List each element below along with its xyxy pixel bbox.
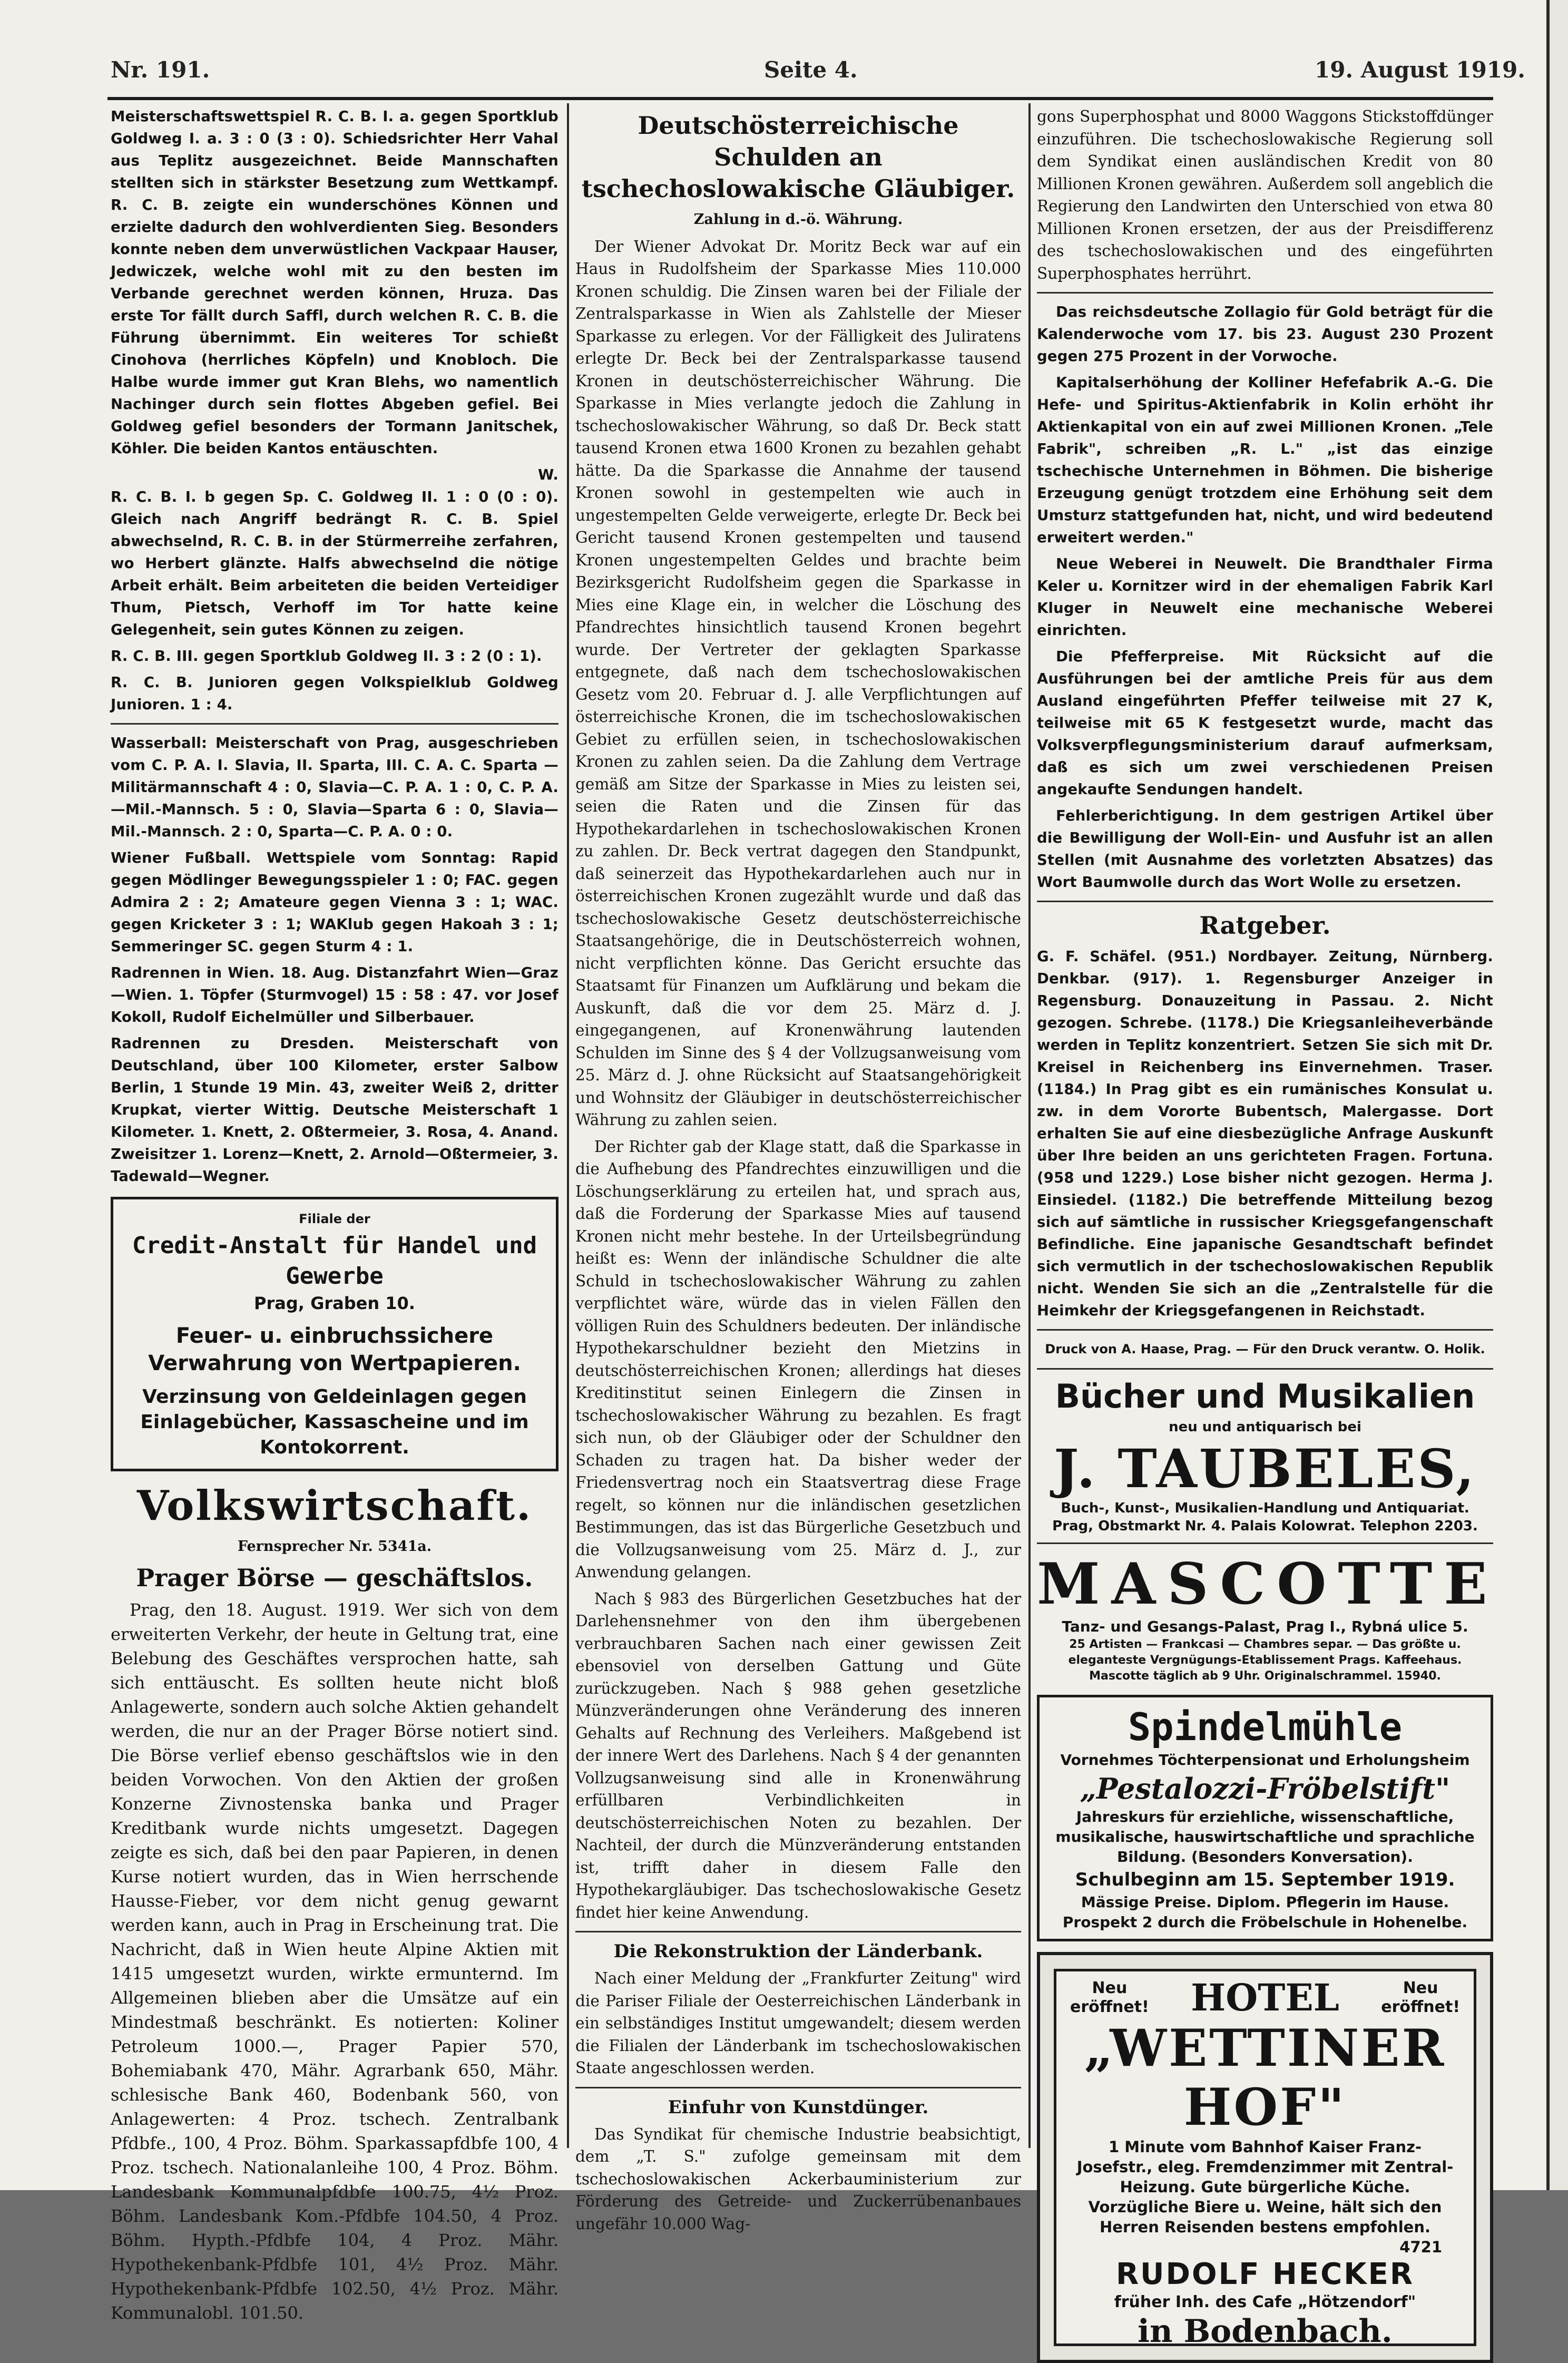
duenger-continuation: gons Superphosphat und 8000 Waggons Stickstoffdünger einzuführen. Die tschechoslowakische Regierung soll dem Syndikat einen ausländischen Kredit von 80 Millionen Kronen gewähren. Außerdem soll angeblich die Regierung den Landwirten den Unterschied von etwa 80 Millionen Kronen ersetzen, der aus der Preisdifferenz des tschechoslowakischen und des eingeführten Superphosphates herrührt. — [1037, 108, 1493, 282]
section-rule — [1037, 292, 1493, 294]
hotel-name: „WETTINER HOF" — [1084, 2018, 1446, 2137]
hotel-frame — [1054, 1969, 1476, 2350]
column-1 — [111, 105, 558, 2323]
hotel-owner-note: früher Inh. des Cafe „Hötzendorf" — [1114, 2293, 1416, 2311]
news-item: Kapitalserhöhung der Kolliner Hefefabrik A.-G. Die Hefe- und Spiritus-Aktienfabrik in Kolin erhöht ihr Aktienkapital von ein auf zwei Millionen Kronen. „Tele Fabrik", schreiben „R. L." „ist das einzige tschechische Unternehmen in Böhmen. Die bisherige Erzeugung genügt trotzdem eine Erhöhung seit dem Umsturz stattgefunden hat, nicht, und wird bedeutend erweitert werden." — [1037, 374, 1493, 546]
laenderbank-paragraph: Nach einer Meldung der „Frankfurter Zeitung" wird die Pariser Filiale der Oesterreichischen Länderbank in ein selbständiges Institut umgewandelt; diesem werden die Filialen der Länderbank im tschechoslowakischen Staate angeschlossen werden. — [575, 1969, 1021, 2077]
hotel-neu-right-2: eröffnet! — [1381, 1998, 1460, 2016]
sports-paragraph: R. C. B. I. b gegen Sp. C. Goldweg II. 1 : 0 (0 : 0). Gleich nach Angriff bedrängt R. C. B. Spiel abwechselnd, R. C. B. in der Stürmerreihe zerfahren, wo Herbert glänzte. Halfs abwechselnd die nötige Arbeit erhält. Beim arbeiteten die beiden Verteidiger Thum, Pietsch, Verhoff im Tor hatte keine Gelegenheit, sein gutes Können zu zeigen. — [111, 489, 558, 638]
column-2 — [575, 105, 1021, 2233]
results-paragraph: Wiener Fußball. Wettspiele vom Sonntag: Rapid gegen Mödlinger Bewegungsspieler 1 : 0; FAC. gegen Admira 2 : 2; Amateure gegen Vienna 3 : 1; WAC. gegen Kricketer 3 : 1; WAKlub gegen Hakoah 3 : 1; Semmeringer SC. gegen Sturm 4 : 1. — [111, 849, 558, 955]
results-paragraph: Radrennen zu Dresden. Meisterschaft von Deutschland, über 100 Kilometer, erster Salbow Berlin, 1 Stunde 19 Min. 43, zweiter Weiß 2, dritter Krupkat, vierter Wittig. Deutsche Meisterschaft 1 Kilometer. 1. Knett, 2. Oßtermeier, 3. Rosa, 4. Anand. Zweisitzer 1. Lorenz—Knett, 2. Arnold—Oßtermeier, 3. Tadewald—Wegner. — [111, 1035, 558, 1185]
spindelmuehle-line-3: Schulbeginn am 15. September 1919. — [1075, 1869, 1455, 1890]
economic-news — [1037, 301, 1493, 893]
sports-section — [111, 105, 558, 716]
taubeles-line-1: Buch-, Kunst-, Musikalien-Handlung und Antiquariat. — [1061, 1500, 1469, 1516]
ratgeber-heading: Ratgeber. — [1199, 911, 1331, 940]
economy-heading: Volkswirtschaft. — [136, 1481, 533, 1530]
imprint: Druck von A. Haase, Prag. — Für den Druck verantw. O. Holik. — [1045, 1342, 1485, 1356]
section-rule — [575, 2087, 1021, 2088]
news-item: Fehlerberichtigung. In dem gestrigen Artikel über die Bewilligung der Woll-Ein- und Ausfuhr ist an allen Stellen (mit Ausnahme des vorletzten Absatzes) das Wort Baumwolle durch das Wort Wolle zu ersetzen. — [1037, 807, 1493, 891]
news-item: Die Pfefferpreise. Mit Rücksicht auf die Ausführungen bei der amtliche Preis für aus dem Ausland eingeführten Pfeffer teilweise mit 27 K, teilweise mit 65 K festgesetzt wurde, macht das Volksverpflegungsministerium darauf aufmerksam, daß es sich um zwei verschiedenen Preisen angekaufte Sendungen handelt. — [1037, 648, 1493, 798]
column-rule-1 — [567, 103, 569, 2148]
column-3 — [1037, 105, 1499, 2350]
sports-paragraph: R. C. B. III. gegen Sportklub Goldweg II. 3 : 2 (0 : 1). — [111, 648, 542, 665]
news-item: Neue Weberei in Neuwelt. Die Brandthaler Firma Keler u. Kornitzer wird in der ehemaligen Fabrik Karl Kluger in Neuwelt eine mechanische Weberei einrichten. — [1037, 555, 1493, 639]
sports-paragraph: R. C. B. Junioren gegen Volkspielklub Goldweg Junioren. 1 : 4. — [111, 674, 558, 713]
debt-article-heading: Deutschösterreichische Schulden an tschechoslowakische Gläubiger. — [581, 111, 1015, 203]
hotel-top-row — [1056, 1971, 1474, 2019]
bank-address: Prag, Graben 10. — [254, 1293, 415, 1313]
hotel-owner: RUDOLF HECKER — [1115, 2257, 1415, 2291]
hotel-word: HOTEL — [1191, 1976, 1339, 2019]
duenger-paragraph: Das Syndikat für chemische Industrie beabsichtigt, dem „T. S." zufolge gemeinsam mit dem tschechoslowakischen Ackerbauministerium zur Förderung des Getreide- und Zuckerrübenanbaues ungefähr 10.000 Wag- — [575, 2125, 1021, 2233]
results-paragraph: Wasserball: Meisterschaft von Prag, ausgeschrieben vom C. P. A. I. Slavia, II. Sparta, III. C. A. C. Sparta —Militärmannschaft 4 : 0, Slavia—C. P. A. 1 : 0, C. P. A.—Mil.-Mannsch. 5 : 0, Slavia—Sparta 6 : 0, Slavia—Mil.-Mannsch. 2 : 0, Sparta—C. P. A. 0 : 0. — [111, 735, 558, 840]
issue-number: Nr. 191. — [111, 57, 210, 83]
bank-service-1: Feuer- u. einbruchssichere Verwahrung von Wertpapieren. — [148, 1323, 521, 1375]
section-rule — [1037, 901, 1493, 902]
hotel-code: 4721 — [1399, 2238, 1442, 2256]
economy-phone: Fernsprecher Nr. 5341a. — [237, 1538, 432, 1555]
spindelmuehle-line-1: Vornehmes Töchterpensionat und Erholungsheim — [1060, 1751, 1470, 1769]
spindelmuehle-line-2: Jahreskurs für erziehliche, wissenschaftliche, musikalische, hauswirtschaftliche und sprachliche Bildung. (Besonders Konversation). — [1055, 1808, 1475, 1866]
adjacent-page-edge — [1546, 0, 1568, 2190]
taubeles-name: J. TAUBELES, — [1054, 1438, 1476, 1500]
spindelmuehle-title: Spindelmühle — [1128, 1705, 1403, 1749]
results-section — [111, 732, 558, 1187]
hotel-advertisement — [1037, 1952, 1493, 2363]
news-item: Das reichsdeutsche Zollagio für Gold beträgt für die Kalenderwoche vom 17. bis 23. August 230 Prozent gegen 275 Prozent in der Vorwoche. — [1037, 304, 1493, 365]
debt-article-paragraph: Der Wiener Advokat Dr. Moritz Beck war auf ein Haus in Rudolfsheim der Sparkasse Mies 110.000 Kronen schuldig. Die Zinsen waren bei der Filiale der Zentralsparkasse in Wien als Zahlstelle der Mieser Sparkasse zu erlegen. Vor der Fälligkeit des Juliratens erlegte Dr. Beck bei der Zentralsparkasse tausend Kronen in deutschösterreichischer Währung. Die Sparkasse in Mies verlangte jedoch die Zahlung in tschechoslowakischer Währung, so daß Dr. Beck statt tausend Kronen etwa 1600 Kronen zu bezahlen gehabt hätte. Da die Sparkasse die Annahme der tausend Kronen sowohl in gestempelten wie auch in ungestempelten Gelde verweigerte, erlegte Dr. Beck bei Gericht tausend Kronen gestempelten und tausend Kronen ungestempelten Geldes und brachte beim Bezirksgericht Rudolfsheim gegen die Sparkasse in Mies eine Klage ein, in welcher die Löschung des Pfandrechtes hinsichtlich tausend Kronen begehrt wurde. Der Vertreter der geklagten Sparkasse entgegnete, daß nach dem tschechoslowakischen Gesetz vom 20. Februar d. J. alle Verpflichtungen auf österreichische Kronen, die im tschechoslowakischen Gebiet zu erfüllen seien, in tschechoslowakischen Kronen zu zahlen seien. Da die Zahlung dem Vertrage gemäß am Sitze der Sparkasse in Mies zu leisten sei, seien die Raten und die Zinsen für das Hypothekardarlehen in tschechoslowakischen Kronen zu zahlen. Dr. Beck vertrat dagegen den Standpunkt, daß seinerzeit das Hypothekardarlehen auch nur in österreichischen Kronen zugezählt wurde und daß das tschechoslowakische Gesetz deutschösterreichische Staatsangehörige, die in Deutschösterreich wohnen, nicht verpflichten könne. Das Gericht ersuchte das Staatsamt für Finanzen um Aufklärung und bekam die Auskunft, daß die vor dem 25. März d. J. eingegangenen, auf Kronenwährung lautenden Schulden im Sinne des § 4 der Vollzugsanweisung vom 25. März d. J. ohne Rücksicht auf Staatsangehörigkeit und Wohnsitz der Gläubiger in deutschösterreichischer Währung zu zahlen seien. — [575, 237, 1021, 1129]
taubeles-line-2: Prag, Obstmarkt Nr. 4. Palais Kolowrat. Telephon 2203. — [1052, 1518, 1478, 1534]
bank-service-2: Verzinsung von Geldeinlagen gegen Einlagebücher, Kassascheine und im Kontokorrent. — [140, 1385, 529, 1458]
hotel-description: 1 Minute vom Bahnhof Kaiser Franz-Josefstr., eleg. Fremdenzimmer mit Zentral-Heizung. Gute bürgerliche Küche. Vorzügliche Biere u. Weine, hält sich den Herren Reisenden bestens empfohlen. — [1076, 2138, 1454, 2236]
taubeles-title: Bücher und Musikalien — [1055, 1376, 1475, 1415]
hotel-neu-left-2: eröffnet! — [1070, 1998, 1149, 2016]
debt-article-paragraph: Der Richter gab der Klage statt, daß die Sparkasse in die Aufhebung des Pfandrechtes einzuwilligen und die Löschungserklärung zu erteilen hat, und sprach aus, daß die Forderung der Sparkasse Mies auf tausend Kronen nicht mehr bestehe. In der Urteilsbegründung heißt es: Wenn der inländische Schuldner die alte Schuld in tschechoslowakischer Währung zu zahlen verpflichtet wäre, würde das in vielen Fällen den völligen Ruin des Schuldners bedeuten. Der inländische Hypothekarschuldner bezieht den Mietzins in deutschösterreichischen Kronen; allerdings hat dieses Kreditinstitut seinen Einlegern die Zinsen in tschechoslowakischer Währung zu bezahlen. Es fragt sich nun, ob der Gläubiger oder der Schuldner den Schaden zu tragen hat. Da bisher weder der Friedensvertrag noch ein Staatsvertrag diese Frage regelt, so können nur die inländischen gesetzlichen Bestimmungen, das ist das Bürgerliche Gesetzbuch und die Vollzugsanweisung vom 25. März d. J., zur Anwendung gelangen. — [575, 1137, 1021, 1581]
spindelmuehle-advertisement — [1037, 1695, 1493, 1941]
bank-advertisement — [111, 1197, 558, 1471]
section-rule — [1037, 1368, 1493, 1370]
results-paragraph: Radrennen in Wien. 18. Aug. Distanzfahrt Wien—Graz—Wien. 1. Töpfer (Sturmvogel) 15 : 58 : 47. vor Josef Kokoll, Rudolf Eichelmüller und Silberbauer. — [111, 964, 558, 1026]
mascotte-advertisement — [1037, 1551, 1499, 1684]
section-rule — [111, 723, 558, 725]
bank-branch-label: Filiale der — [299, 1212, 370, 1226]
laenderbank-heading: Die Rekonstruktion der Länderbank. — [613, 1941, 983, 1962]
duenger-heading: Einfuhr von Kunstdünger. — [668, 2096, 929, 2118]
taubeles-advertisement — [1037, 1377, 1493, 1536]
spindelmuehle-line-4: Mässige Preise. Diplom. Pflegerin im Hause. — [1081, 1893, 1449, 1911]
issue-date: 19. August 1919. — [1315, 57, 1525, 83]
taubeles-subtitle: neu und antiquarisch bei — [1169, 1419, 1361, 1435]
hotel-neu-right — [1381, 1979, 1460, 2017]
column-rule-2 — [1028, 103, 1031, 2148]
page-number: Seite 4. — [764, 57, 858, 83]
hotel-town: in Bodenbach. — [1138, 2313, 1393, 2350]
mascotte-name: MASCOTTE — [1037, 1551, 1499, 1617]
section-rule — [1037, 1329, 1493, 1331]
sports-signature: W. — [538, 466, 558, 483]
boerse-heading: Prager Börse — geschäftslos. — [136, 1564, 533, 1592]
boerse-paragraph: Prag, den 18. August. 1919. Wer sich von dem erweiterten Verkehr, der heute in Geltung trat, eine Belebung des Geschäftes versprochen hatte, sah sich enttäuscht. Es sollten heute nicht bloß Anlagewerte, sondern auch solche Aktien gehandelt werden, die nur an der Prager Börse notiert sind. Die Börse verlief ebenso geschäftslos wie in den beiden Vorwochen. Von den Aktien der großen Konzerne Zivnostenska banka und Prager Kreditbank wurde nichts umgesetzt. Dagegen zeigte es sich, daß bei den paar Papieren, in denen Kurse notiert wurden, das in Wien herrschende Hausse-Fieber, vor dem nicht genug gewarnt werden kann, auch in Prag in Erscheinung trat. Die Nachricht, daß in Wien heute Alpine Aktien mit 1415 umgesetzt wurden, wirkte ermunternd. Im Allgemeinen blieben aber die Umsätze auf ein Mindestmaß beschränkt. Es notierten: Koliner Petroleum 1000.—, Prager Papier 570, Bohemiabank 470, Mähr. Agrarbank 650, Mähr. schlesische Bank 460, Bodenbank 560, von Anlagewerten: 4 Proz. tschech. Zentralbank Pfdbfe., 100, 4 Proz. Böhm. Sparkassapfdbfe 100, 4 Proz. tschech. Nationalanleihe 100, 4 Proz. Böhm. Landesbank Kommunalpfdbfe 100.75, 4½ Proz. Böhm. Landesbank Kom.-Pfdbfe 104.50, 4 Proz. Böhm. Hypth.-Pfdbfe 104, 4 Proz. Mähr. Hypothekenbank-Pfdbfe 101, 4½ Proz. Mähr. Hypothekenbank-Pfdbfe 102.50, 4½ Proz. Mähr. Kommunalobl. 101.50. — [111, 1600, 558, 2323]
sports-paragraph: Meisterschaftswettspiel R. C. B. I. a. gegen Sportklub Goldweg I. a. 3 : 0 (3 : 0). Schiedsrichter Herr Vahal aus Teplitz ausgezeichnet. Beide Mannschaften stellten sich in stärkster Besetzung zum Wettkampf. R. C. B. zeigte ein wunderschönes Können und erzielte dadurch den wohlverdienten Sieg. Besonders konnte neben dem unverwüstlichen Vackpaar Hauser, Jedwiczek, welche wohl mit zu den besten im Verbande gerechnet werden können, Hruza. Das erste Tor fällt durch Saffl, durch welchen R. C. B. die Führung übernimmt. Ein weiteres Tor schießt Cinohova (herrliches Köpfeln) und Knobloch. Die Halbe wurde immer gut Kran Blehs, wo namentlich Nachinger durch sein flottes Abgeben gefiel. Bei Goldweg gefiel besonders der Tormann Janitschek, Köhler. Die beiden Kantos entäuschten. — [111, 108, 558, 457]
debt-article-subtitle: Zahlung in d.-ö. Währung. — [693, 211, 903, 228]
section-rule — [1037, 1542, 1493, 1544]
hotel-neu-right-1: Neu — [1403, 1979, 1438, 1997]
hotel-neu-left — [1070, 1979, 1149, 2017]
spindelmuehle-line-5: Prospekt 2 durch die Fröbelschule in Hohenelbe. — [1062, 1913, 1468, 1931]
debt-article-paragraph: Nach § 983 des Bürgerlichen Gesetzbuches hat der Darlehensnehmer von den ihm übergebenen verbrauchbaren Sachen nach einer gewissen Zeit ebensoviel von derselben Gattung und Güte zurückzugeben. Nach § 988 gehen gesetzliche Münzveränderungen ohne Veränderung des inneren Gehalts auf Rechnung des Verleihers. Maßgebend ist der innere Wert des Darlehens. Nach § 4 der genannten Vollzugsanweisung sind alle in Kronenwährung erfüllbaren Verbindlichkeiten in deutschösterreichischen Noten zu bezahlen. Der Nachteil, der durch die Münzveränderung entstanden ist, trifft daher in diesem Falle den Hypothekargläubiger. Das tschechoslowakische Gesetz findet hier keine Anwendung. — [575, 1589, 1021, 1921]
mascotte-line-2: 25 Artisten — Frankcasi — Chambres separ. — Das größte u. eleganteste Vergnügungs-Etablissement Prags. Kaffeehaus. Mascotte täglich ab 9 Uhr. Originalschrammel. 15940. — [1068, 1638, 1462, 1683]
mascotte-line-1: Tanz- und Gesangs-Palast, Prag I., Rybná ulice 5. — [1062, 1618, 1468, 1635]
spindelmuehle-name: „Pestalozzi-Fröbelstift" — [1080, 1772, 1451, 1805]
bank-name: Credit-Anstalt für Handel und Gewerbe — [132, 1232, 537, 1290]
ratgeber-paragraph: G. F. Schäfel. (951.) Nordbayer. Zeitung, Nürnberg. Denkbar. (917). 1. Regensburger Anzeiger in Regensburg. Donauzeitung in Passau. 2. Nicht gezogen. Schrebe. (1178.) Die Kriegsanleiheverbände werden in Teplitz konzentriert. Setzen Sie sich mit Dr. Kreisel in Reichenberg ins Einvernehmen. Traser. (1184.) In Prag gibt es ein rumänisches Konsulat u. zw. in dem Vororte Bubentsch, Malergasse. Dort erhalten Sie auf eine diesbezügliche Anfrage Auskunft über Ihre beiden an uns gerichteten Fragen. Fortuna. (958 und 1229.) Lose bisher nicht gezogen. Herma J. Einsiedel. (1182.) Die betreffende Mitteilung bezog sich auf sämtliche in russischer Kriegsgefangenschaft Befindliche. Eine japanische Gesandtschaft befindet sich vermutlich in der tschechoslowakischen Republik nicht. Wenden Sie sich an die „Zentralstelle für die Heimkehr der Kriegsgefangenen in Reichstadt. — [1037, 948, 1493, 1319]
hotel-neu-left-1: Neu — [1092, 1979, 1128, 1997]
header-rule — [107, 97, 1493, 100]
section-rule — [575, 1931, 1021, 1932]
